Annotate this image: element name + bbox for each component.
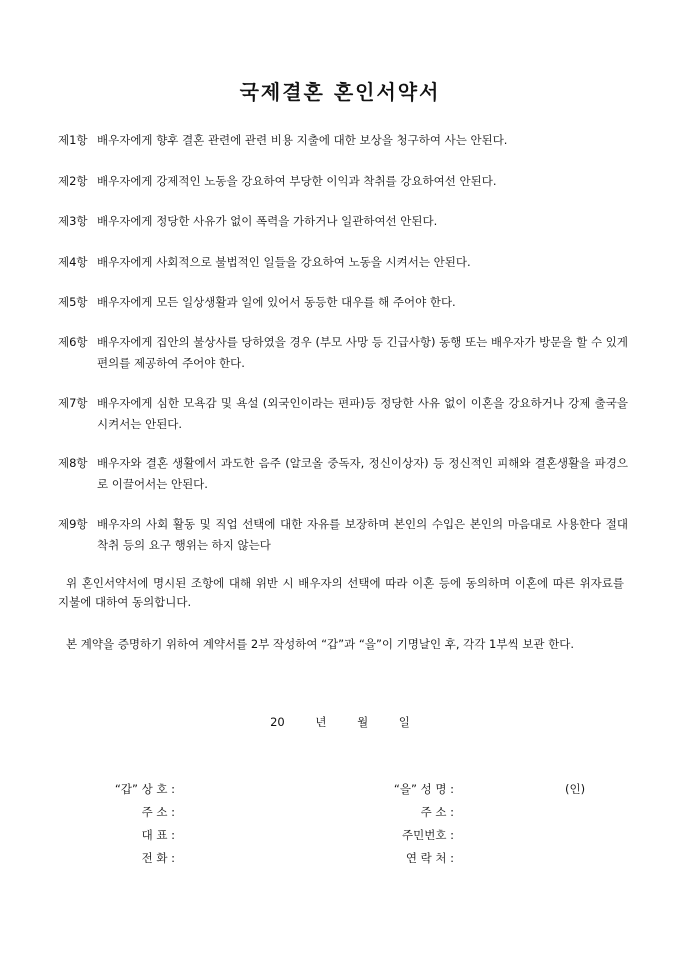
- contract-paragraph: 본 계약을 증명하기 위하여 계약서를 2부 작성하여 “갑”과 “을”이 기명날인 후, 각각 1부씩 보관 한다.: [66, 637, 574, 651]
- date-line: 20 년 월 일: [270, 715, 410, 729]
- party-a-phone-label: 전 화 :: [141, 851, 175, 865]
- article-text: 배우자에게 정당한 사유가 없이 폭력을 가하거나 일관하여선 안된다.: [97, 214, 438, 228]
- article-number: 제9항: [58, 517, 88, 531]
- party-b-address-label: 주 소 :: [420, 805, 454, 819]
- article-4: [58, 252, 628, 273]
- article-6: [58, 332, 628, 374]
- article-8: [58, 453, 628, 495]
- article-number: 제7항: [58, 396, 88, 410]
- article-text: 배우자에게 향후 결혼 관련에 관련 비용 지출에 대한 보상을 청구하여 사는 안된다.: [97, 133, 508, 147]
- seal-mark: (인): [565, 782, 586, 796]
- article-text: 배우자에게 강제적인 노동을 강요하여 부당한 이익과 착취를 강요하여선 안된다.: [97, 174, 497, 188]
- article-text: 배우자에게 모든 일상생활과 일에 있어서 동등한 대우를 해 주어야 한다.: [97, 295, 456, 309]
- party-a-company-label: “갑” 상 호 :: [114, 782, 175, 796]
- article-7: [58, 393, 628, 435]
- article-number: 제3항: [58, 214, 88, 228]
- article-text: 배우자와 결혼 생활에서 과도한 음주 (알코올 중독자, 정신이상자) 등 정신적인 피해와 결혼생활을 파경으로 이끌어서는 안된다.: [97, 456, 628, 491]
- article-1: [58, 130, 628, 151]
- article-2: [58, 171, 628, 192]
- article-3: [58, 211, 628, 232]
- article-number: 제5항: [58, 295, 88, 309]
- party-a-representative-label: 대 표 :: [141, 828, 175, 842]
- article-9: [58, 514, 628, 556]
- article-number: 제1항: [58, 133, 88, 147]
- article-text: 배우자에게 심한 모욕감 및 욕설 (외국인이라는 편파)등 정당한 사유 없이 이혼을 강요하거나 강제 출국을 시켜서는 안된다.: [97, 396, 628, 431]
- party-b-name-label: “을” 성 명 :: [393, 782, 454, 796]
- consent-paragraph: 위 혼인서약서에 명시된 조항에 대해 위반 시 배우자의 선택에 따라 이혼 등에 동의하며 이혼에 따른 위자료를 지불에 대하여 동의합니다.: [58, 576, 624, 609]
- article-number: 제8항: [58, 456, 88, 470]
- article-number: 제2항: [58, 174, 88, 188]
- article-text: 배우자에게 사회적으로 불법적인 일들을 강요하여 노동을 시켜서는 안된다.: [97, 255, 471, 269]
- party-b-contact-label: 연 락 처 :: [405, 851, 454, 865]
- party-b-id-number-label: 주민번호 :: [402, 828, 454, 842]
- article-number: 제4항: [58, 255, 88, 269]
- article-text: 배우자에게 집안의 불상사를 당하였을 경우 (부모 사망 등 긴급사항) 동행 또는 배우자가 방문을 할 수 있게 편의를 제공하여 주어야 한다.: [97, 335, 628, 370]
- article-text: 배우자의 사회 활동 및 직업 선택에 대한 자유를 보장하며 본인의 수입은 본인의 마음대로 사용한다 절대 착취 등의 요구 행위는 하지 않는다: [97, 517, 628, 552]
- party-a-address-label: 주 소 :: [141, 805, 175, 819]
- document-title: 국제결혼 혼인서약서: [239, 80, 441, 104]
- article-number: 제6항: [58, 335, 88, 349]
- article-5: [58, 292, 628, 313]
